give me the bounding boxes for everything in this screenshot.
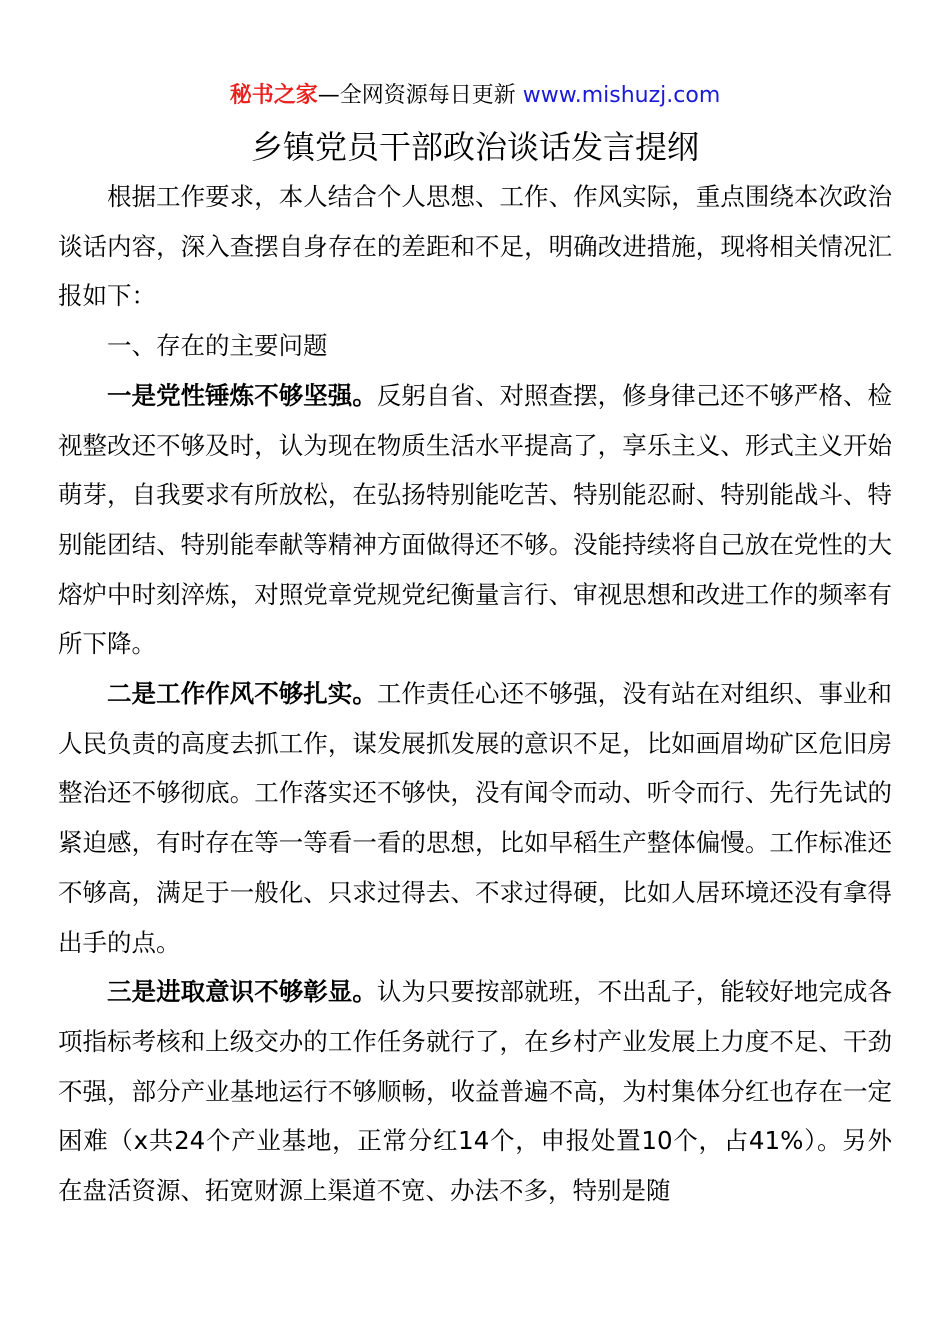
problem-lead-2: 二是工作作风不够扎实。: [107, 679, 377, 709]
problem-paragraph-1: [58, 371, 892, 669]
problem-paragraph-3: [58, 967, 892, 1216]
document-body: [58, 172, 892, 1216]
intro-paragraph: 根据工作要求，本人结合个人思想、工作、作风实际，重点围绕本次政治谈话内容，深入查摆自身存在的差距和不足，明确改进措施，现将相关情况汇报如下：: [58, 182, 892, 311]
document-title: 乡镇党员干部政治谈话发言提纲: [250, 128, 699, 166]
problem-text-3: 认为只要按部就班，不出乱子，能较好地完成各项指标考核和上级交办的工作任务就行了，在乡村产业发展上力度不足、干劲不强，部分产业基地运行不够顺畅，收益普遍不高，为村集体分红也存在一定困难（x共24个产业基地，正常分红14个，申报处置10个，占41%）。另外在盘活资源、拓宽财源上渠道不宽、办法不多，特别是随: [58, 977, 893, 1206]
problem-text-1: 反躬自省、对照查摆，修身律己还不够严格、检视整改还不够及时，认为现在物质生活水平提高了，享乐主义、形式主义开始萌芽，自我要求有所放松，在弘扬特别能吃苦、特别能忍耐、特别能战斗、特别能团结、特别能奉献等精神方面做得还不够。没能持续将自己放在党性的大熔炉中时刻淬炼，对照党章党规党纪衡量言行、审视思想和改进工作的频率有所下降。: [58, 380, 893, 659]
problem-lead-1: 一是党性锤炼不够坚强。: [107, 380, 377, 410]
brand-name: 秘书之家: [229, 83, 318, 108]
problem-paragraph-2: [58, 669, 892, 967]
watermark-banner: [0, 80, 950, 112]
problem-lead-3: 三是进取意识不够彰显。: [107, 977, 377, 1007]
brand-tagline: —全网资源每日更新: [317, 83, 523, 108]
problem-text-2: 工作责任心还不够强，没有站在对组织、事业和人民负责的高度去抓工作，谋发展抓发展的意识不足，比如画眉坳矿区危旧房整治还不够彻底。工作落实还不够快，没有闻令而动、听令而行、先行先试的紧迫感，有时存在等一等看一看的思想，比如早稻生产整体偏慢。工作标准还不够高，满足于一般化、只求过得去、不求过得硬，比如人居环境还没有拿得出手的点。: [58, 679, 893, 957]
section-heading: 一、存在的主要问题: [107, 331, 328, 361]
brand-url-link[interactable]: www.mishuzj.com: [522, 83, 721, 108]
